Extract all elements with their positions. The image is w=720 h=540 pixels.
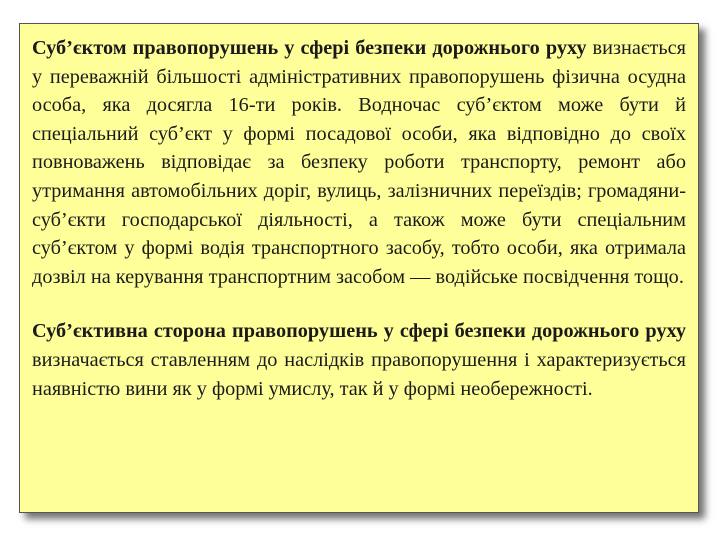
paragraph-subject-text: визнається у переважній більшості адміністративних правопорушень фізична осудна особа, яка досягла 16-ти років. Водночас суб’єктом може бути й спеціальний суб’єкт у формі посадової особи, яка відповідно до своїх повноважень відповідає за безпеку роботи транспорту, ремонт або утримання автомобільних доріг, вулиць, залізничних переїздів; громадяни-суб’єкти господарської діяльності, а також може бути спеціальним суб’єктом у формі водія транспортного засобу, тобто особи, яка отримала дозвіл на керування транспортним засобом — водійське посвідчення тощо. — [32, 37, 686, 288]
text-card — [19, 23, 699, 513]
paragraph-subjective-side-heading: Суб’єктивна сторона правопорушень у сфері безпеки дорожнього руху — [32, 320, 686, 343]
paragraph-subjective-side — [32, 317, 686, 403]
paragraph-subjective-side-text: визначається ставленням до наслідків правопорушення і характеризується наявністю вини як у формі умислу, так й у формі необережності. — [32, 348, 686, 400]
paragraph-subject — [32, 34, 686, 291]
paragraph-subject-heading: Суб’єктом правопорушень у сфері безпеки дорожнього руху — [32, 37, 587, 59]
